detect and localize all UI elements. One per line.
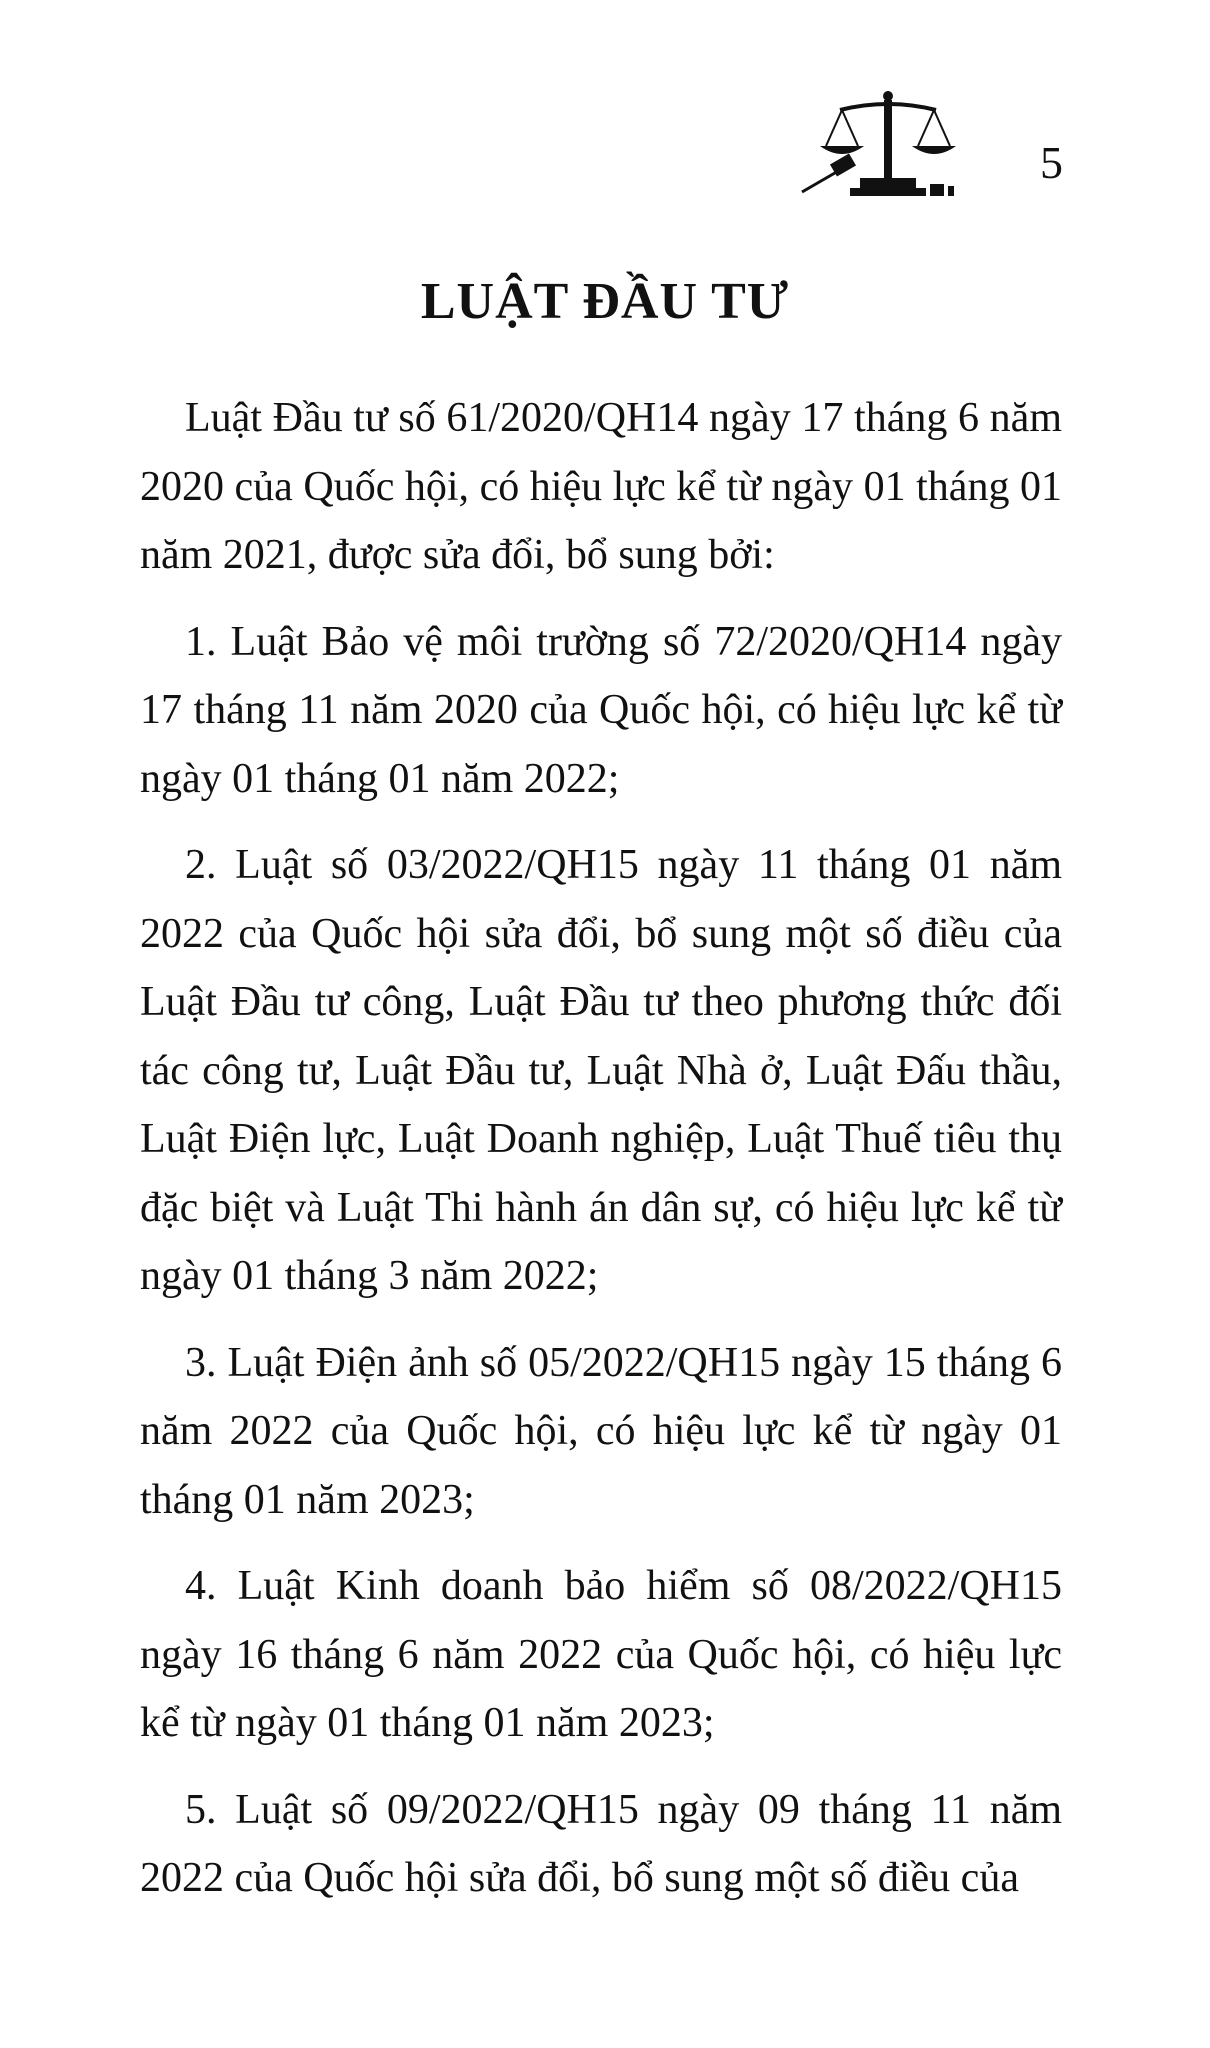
amendment-item-5: 5. Luật số 09/2022/QH15 ngày 09 tháng 11 năm 2022 của Quốc hội sửa đổi, bổ sung một số điều của — [140, 1786, 1062, 1901]
document-title: LUẬT ĐẦU TƯ — [420, 273, 790, 330]
amendment-item-2: 2. Luật số 03/2022/QH15 ngày 11 tháng 01 năm 2022 của Quốc hội sửa đổi, bổ sung một số điều của Luật Đầu tư công, Luật Đầu tư theo phương thức đối tác công tư, Luật Đầu tư, Luật Nhà ở, Luật Đấu thầu, Luật Điện lực, Luật Doanh nghiệp, Luật Thuế tiêu thụ đặc biệt và Luật Thi hành án dân sự, có hiệu lực kể từ ngày 01 tháng 3 năm 2022; — [140, 842, 1062, 1299]
intro-paragraph: Luật Đầu tư số 61/2020/QH14 ngày 17 tháng 6 năm 2020 của Quốc hội, có hiệu lực kể từ ngày 01 tháng 01 năm 2021, được sửa đổi, bổ sung bởi: — [140, 395, 1062, 578]
page-header — [800, 88, 1080, 198]
scales-of-justice-gavel-icon — [800, 88, 970, 198]
page-number: 5 — [1040, 137, 1063, 188]
document-body — [140, 384, 1062, 1931]
amendment-item-4: 4. Luật Kinh doanh bảo hiểm số 08/2022/QH15 ngày 16 tháng 6 năm 2022 của Quốc hội, có hiệu lực kể từ ngày 01 tháng 01 năm 2023; — [140, 1563, 1062, 1746]
amendment-item-1: 1. Luật Bảo vệ môi trường số 72/2020/QH14 ngày 17 tháng 11 năm 2020 của Quốc hội, có hiệu lực kể từ ngày 01 tháng 01 năm 2022; — [140, 618, 1062, 802]
amendment-item-3: 3. Luật Điện ảnh số 05/2022/QH15 ngày 15 tháng 6 năm 2022 của Quốc hội, có hiệu lực kể từ ngày 01 tháng 01 năm 2023; — [140, 1339, 1062, 1523]
